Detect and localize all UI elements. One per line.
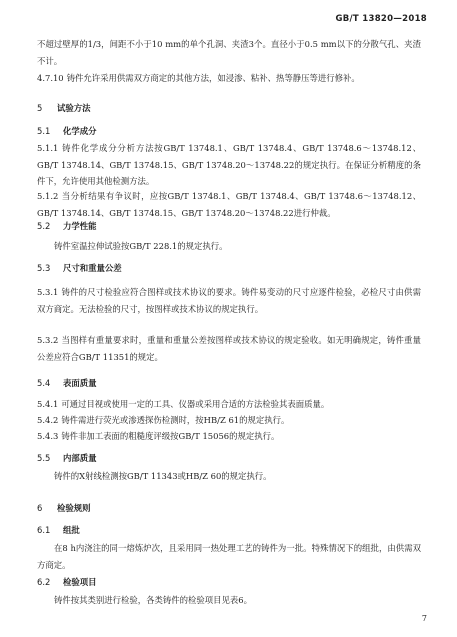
section-heading-5-5 — [37, 452, 97, 464]
paragraph-text: 铸件室温拉伸试验按GB/T 228.1的规定执行。 — [54, 241, 228, 251]
clause-number: 5.4.1 — [37, 399, 59, 409]
clause-number: 5.1.1 — [37, 143, 59, 153]
clause-text: 铸件需进行荧光或渗透探伤检测时，按HB/Z 61的规定执行。 — [61, 415, 290, 425]
heading-number: 6 — [37, 503, 43, 513]
clause-text: 当图样有重量要求时，重量和重量公差按图样或技术协议的规定验收。如无明确规定，铸件重量公差应符合GB/T 11351的规定。 — [37, 335, 421, 362]
section-heading-5 — [37, 102, 91, 114]
heading-number: 5.2 — [37, 221, 51, 231]
clause-5-3-2 — [37, 332, 421, 365]
heading-number: 5.3 — [37, 263, 51, 273]
paragraph-text: 不超过壁厚的1/3，间距不小于10 mm的单个孔洞、夹渣3个。直径小于0.5 mm以下的分散气孔、夹渣不计。 — [37, 39, 421, 66]
paragraph-text: 铸件的X射线检测按GB/T 11343或HB/Z 60的规定执行。 — [54, 471, 272, 481]
section-heading-5-1 — [37, 125, 97, 137]
heading-text: 检验项目 — [63, 577, 97, 587]
heading-number: 5.4 — [37, 378, 51, 388]
paragraph-6-2 — [37, 592, 421, 609]
standard-code: GB/T 13820—2018 — [335, 14, 427, 24]
clause-text: 铸件非加工表面的粗糙度评级按GB/T 15056的规定执行。 — [61, 431, 280, 441]
heading-number: 5 — [37, 103, 43, 113]
paragraph-5-5 — [37, 468, 421, 485]
clause-5-4-1 — [37, 396, 421, 413]
clause-5-4-2 — [37, 412, 421, 429]
section-heading-6-1 — [37, 524, 80, 536]
heading-number: 6.1 — [37, 525, 51, 535]
clause-text: 当分析结果有争议时，应按GB/T 13748.1、GB/T 13748.4、GB/T 13748.6～13748.12、GB/T 13748.14、GB/T 13748.15、GB/T 13748.20～13748.22进行仲裁。 — [37, 191, 421, 218]
paragraph-6-1 — [37, 540, 421, 573]
clause-5-4-3 — [37, 428, 421, 445]
clause-text: 可通过目视或使用一定的工具、仪器或采用合适的方法检验其表面质量。 — [61, 399, 330, 409]
heading-text: 尺寸和重量公差 — [63, 263, 122, 273]
clause-number: 5.3.2 — [37, 335, 59, 345]
heading-text: 组批 — [63, 525, 80, 535]
clause-4-7-10 — [37, 70, 421, 87]
heading-text: 内部质量 — [63, 453, 97, 463]
heading-number: 6.2 — [37, 577, 51, 587]
section-heading-5-4 — [37, 377, 97, 389]
section-heading-5-2 — [37, 220, 97, 232]
clause-5-1-1 — [37, 140, 421, 190]
section-heading-6 — [37, 502, 91, 514]
heading-text: 试验方法 — [57, 103, 91, 113]
clause-number: 5.4.2 — [37, 415, 59, 425]
clause-5-3-1 — [37, 284, 421, 317]
clause-text: 铸件允许采用供需双方商定的其他方法，如浸渗、粘补、热等静压等进行修补。 — [66, 73, 360, 83]
clause-number: 5.4.3 — [37, 431, 59, 441]
section-heading-5-3 — [37, 262, 122, 274]
heading-text: 检验规则 — [57, 503, 91, 513]
clause-text: 铸件的尺寸检验应符合图样或技术协议的要求。铸件易变动的尺寸应逐件检验，必检尺寸由供需双方商定。无法检验的尺寸，按图样或技术协议的规定执行。 — [37, 287, 421, 314]
paragraph-text: 铸件按其类别进行检验，各类铸件的检验项目见表6。 — [54, 595, 252, 605]
paragraph-continuation — [37, 36, 421, 69]
heading-number: 5.1 — [37, 126, 51, 136]
clause-number: 4.7.10 — [37, 73, 64, 83]
paragraph-5-2 — [37, 238, 421, 255]
paragraph-text: 在8 h内浇注的同一熔炼炉次，且采用同一热处理工艺的铸件为一批。特殊情况下的组批，由供需双方商定。 — [37, 543, 421, 570]
section-heading-6-2 — [37, 576, 97, 588]
heading-text: 表面质量 — [63, 378, 97, 388]
clause-number: 5.1.2 — [37, 191, 59, 201]
heading-number: 5.5 — [37, 453, 51, 463]
page-number: 7 — [421, 614, 427, 623]
clause-text: 铸件化学成分分析方法按GB/T 13748.1、GB/T 13748.4、GB/T 13748.6～13748.12、GB/T 13748.14、GB/T 13748.15、GB/T 13748.20～13748.22的规定执行。在保证分析精度的条件下，允许使用其他检测方法。 — [37, 143, 421, 186]
heading-text: 力学性能 — [63, 221, 97, 231]
heading-text: 化学成分 — [63, 126, 97, 136]
clause-5-1-2 — [37, 188, 421, 221]
clause-number: 5.3.1 — [37, 287, 59, 297]
